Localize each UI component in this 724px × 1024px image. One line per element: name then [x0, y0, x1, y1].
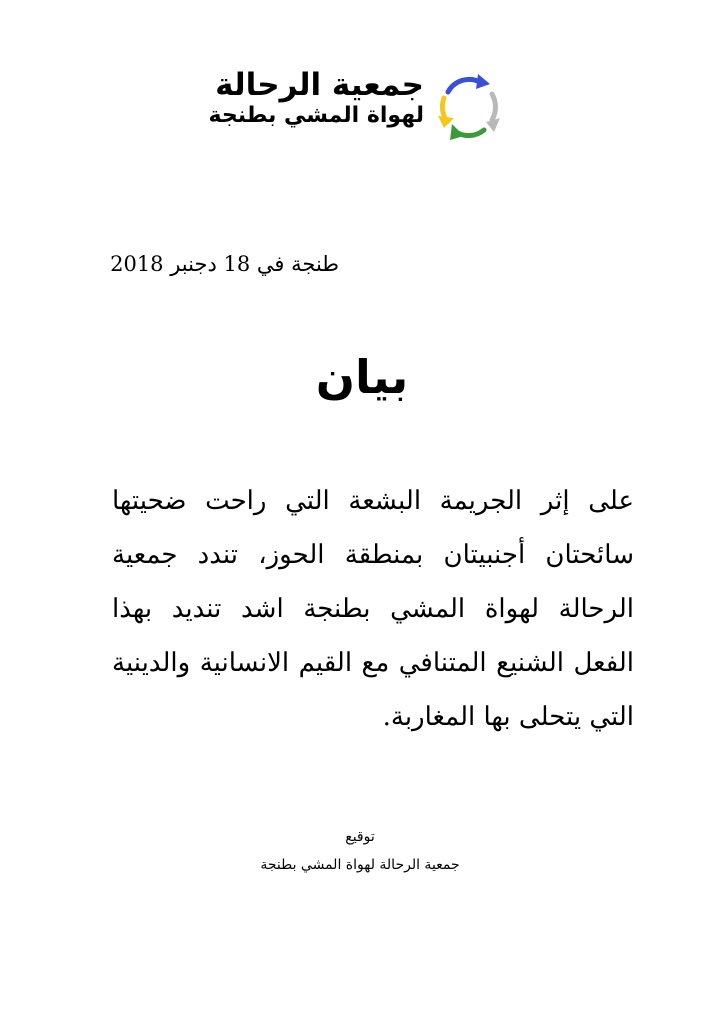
signature-organization: جمعية الرحالة لهواة المشي بطنجة: [260, 857, 460, 873]
signature-block: [240, 827, 480, 875]
statement-body: على إثر الجريمة البشعة التي راحت ضحيتها سائحتان أجنبيتان بمنطقة الحوز، تندد جمعية الرحالة لهواة المشي بطنجة اشد تنديد بهذا الفعل الشنيع المتنافي مع القيم الانسانية والدينية التي يتحلى بها المغاربة.: [112, 486, 634, 732]
logo-wordmark: [208, 67, 424, 128]
circular-arrows-icon: [434, 70, 502, 142]
logo-subtitle-line: لهواة المشي بطنجة: [208, 103, 424, 128]
place-date-line: طنجة في 18 دجنبر 2018: [110, 252, 339, 276]
signature-label: توقيع: [345, 829, 375, 845]
logo-name-line: جمعية الرحالة: [215, 67, 424, 103]
statement-title: بيان: [315, 350, 409, 404]
association-logo: [208, 67, 504, 152]
